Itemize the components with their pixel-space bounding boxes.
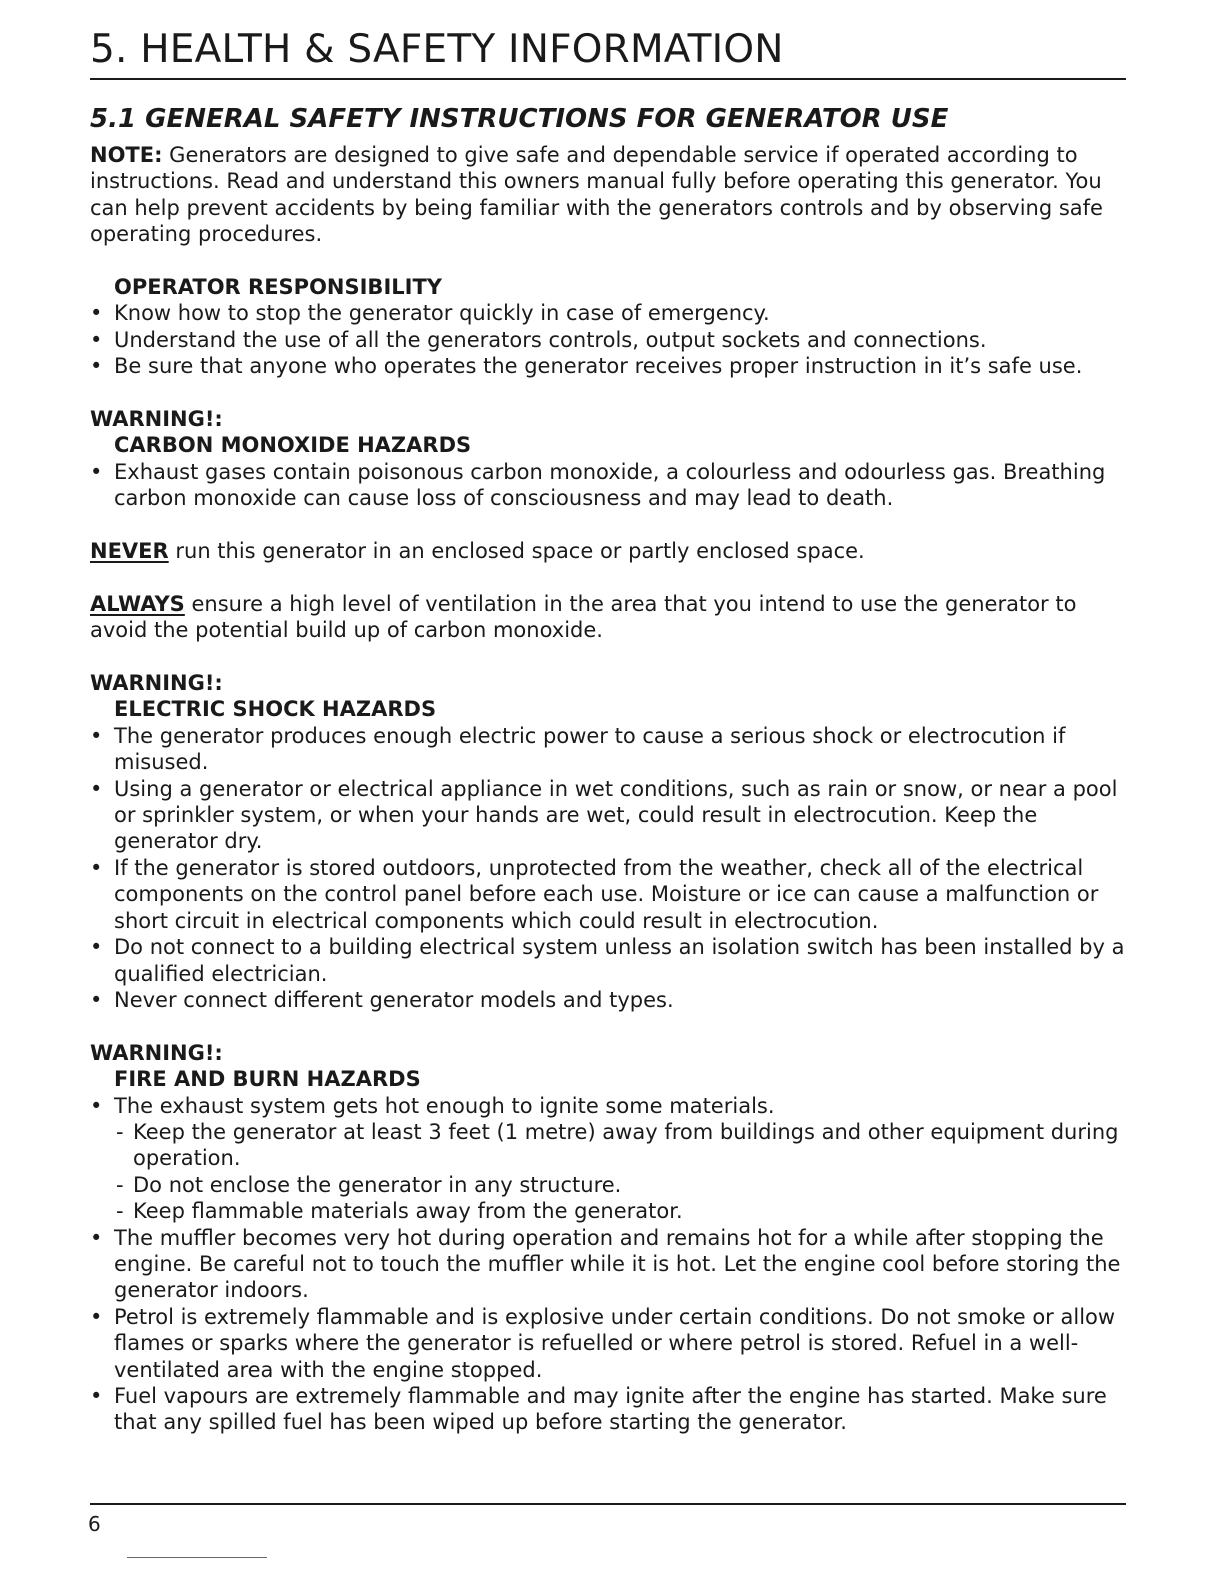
- fire-list-continued: [90, 1225, 1126, 1436]
- note-text: Generators are designed to give safe and dependable service if operated according to instructions. Read and understand this owners manual fully before operating this generator. You can help prevent accidents by being familiar with the generators controls and by observing safe operating procedures.: [90, 143, 1103, 247]
- sub-list-item: - Do not enclose the generator in any structure.: [114, 1172, 1126, 1198]
- page-title: 5. HEALTH & SAFETY INFORMATION: [90, 27, 784, 72]
- note-paragraph: [90, 142, 1126, 248]
- list-item: • The muffler becomes very hot during operation and remains hot for a while after stopping the engine. Be careful not to touch the muffler while it is hot. Let the engine cool before storing the generator indoors.: [90, 1225, 1126, 1304]
- list-item: • The exhaust system gets hot enough to ignite some materials.: [90, 1093, 1126, 1119]
- list-item: • Petrol is extremely flammable and is explosive under certain conditions. Do not smoke or allow flames or sparks where the generator is refuelled or where petrol is stored. Refuel in a well-ventilated area with the engine stopped.: [90, 1304, 1126, 1383]
- sub-list-item: - Keep the generator at least 3 feet (1 metre) away from buildings and other equipment during operation.: [114, 1119, 1126, 1172]
- carbon-warning-label: WARNING!:: [90, 407, 223, 432]
- body-text: [90, 142, 1126, 1436]
- page-number: 6: [88, 1512, 101, 1536]
- always-paragraph: [90, 591, 1126, 644]
- fire-sublist: [90, 1119, 1126, 1225]
- always-text: ensure a high level of ventilation in the area that you intend to use the generator to avoid the potential build up of carbon monoxide.: [90, 591, 1077, 643]
- electric-heading: ELECTRIC SHOCK HAZARDS: [114, 697, 437, 722]
- electric-warning-label: WARNING!:: [90, 671, 223, 696]
- always-label: ALWAYS: [90, 591, 185, 616]
- section-title: 5.1 GENERAL SAFETY INSTRUCTIONS FOR GENERATOR USE: [90, 104, 949, 134]
- list-item: • Exhaust gases contain poisonous carbon monoxide, a colourless and odourless gas. Breathing carbon monoxide can cause loss of consciousness and may lead to death.: [90, 459, 1126, 512]
- list-item: • Fuel vapours are extremely flammable and may ignite after the engine has started. Make sure that any spilled fuel has been wiped up before starting the generator.: [90, 1383, 1126, 1436]
- list-item: • Using a generator or electrical appliance in wet conditions, such as rain or snow, or near a pool or sprinkler system, or when your hands are wet, could result in electrocution. Keep the generator dry.: [90, 776, 1126, 855]
- list-item: • Understand the use of all the generators controls, output sockets and connections.: [90, 327, 1126, 353]
- title-divider: [90, 78, 1126, 80]
- sub-list-item: - Keep flammable materials away from the generator.: [114, 1198, 1126, 1224]
- list-item: • Never connect different generator models and types.: [90, 987, 1126, 1013]
- footer-divider: [90, 1503, 1126, 1505]
- note-label: NOTE:: [90, 143, 163, 167]
- list-item: • Do not connect to a building electrical system unless an isolation switch has been installed by a qualified electrician.: [90, 934, 1126, 987]
- operator-list: [90, 300, 1126, 379]
- list-item: • If the generator is stored outdoors, unprotected from the weather, check all of the electrical components on the control panel before each use. Moisture or ice can cause a malfunction or short circuit in electrical components which could result in electrocution.: [90, 855, 1126, 934]
- link-underline: [127, 1557, 267, 1558]
- electric-list: [90, 723, 1126, 1013]
- list-item: • Know how to stop the generator quickly in case of emergency.: [90, 300, 1126, 326]
- never-label: NEVER: [90, 539, 169, 564]
- carbon-list: [90, 459, 1126, 512]
- never-text: run this generator in an enclosed space or partly enclosed space.: [168, 539, 865, 564]
- manual-page: [90, 22, 1126, 1436]
- carbon-heading: CARBON MONOXIDE HAZARDS: [114, 433, 472, 458]
- fire-heading: FIRE AND BURN HAZARDS: [114, 1067, 421, 1092]
- list-item: • The generator produces enough electric power to cause a serious shock or electrocution if misused.: [90, 723, 1126, 776]
- fire-warning-label: WARNING!:: [90, 1040, 223, 1065]
- list-item: • Be sure that anyone who operates the generator receives proper instruction in it’s safe use.: [90, 353, 1126, 379]
- operator-heading: OPERATOR RESPONSIBILITY: [114, 275, 442, 300]
- fire-list: [90, 1093, 1126, 1119]
- never-paragraph: [90, 538, 1126, 564]
